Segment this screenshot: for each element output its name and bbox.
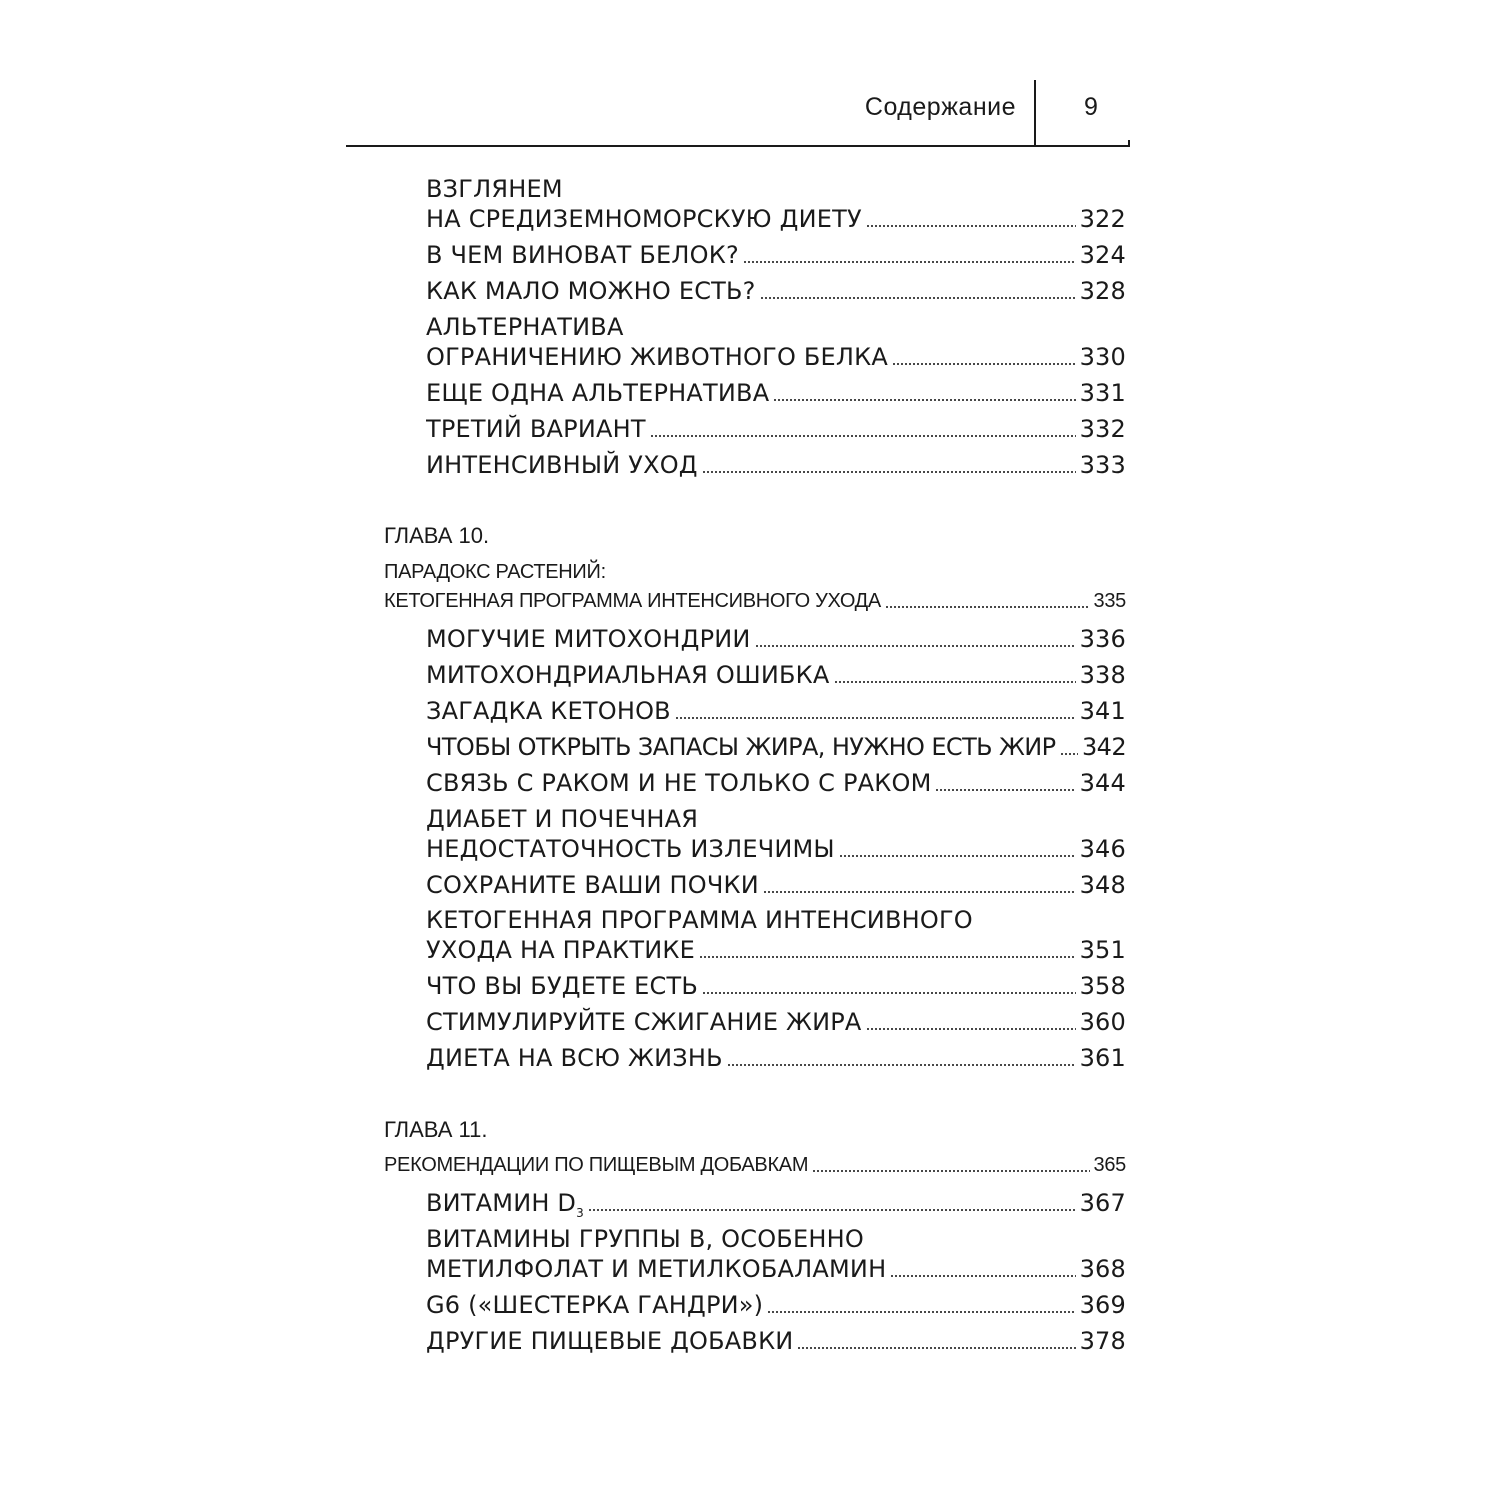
toc-entry-title: НЕДОСТАТОЧНОСТЬ ИЗЛЕЧИМЫ [426, 835, 835, 863]
toc-entry-page: 341 [1079, 697, 1126, 725]
toc-entry[interactable] [426, 933, 1126, 967]
toc-entry-page: 360 [1079, 1008, 1126, 1036]
toc-entry-line: ВИТАМИНЫ ГРУППЫ В, ОСОБЕННО [426, 1225, 864, 1253]
toc-entry-page: 369 [1079, 1291, 1126, 1319]
toc-entry-page: 328 [1079, 277, 1126, 305]
toc-entry-page: 378 [1079, 1327, 1126, 1355]
toc-entry-title: МОГУЧИЕ МИТОХОНДРИИ [426, 625, 751, 653]
toc-entry-title: G6 («ШЕСТЕРКА ГАНДРИ») [426, 1291, 764, 1319]
chapter-entry[interactable] [384, 1150, 1126, 1180]
toc-entry[interactable] [426, 1005, 1126, 1039]
toc-entry[interactable] [426, 622, 1126, 656]
toc-entry[interactable] [426, 1186, 1126, 1220]
dot-leader [727, 1064, 1076, 1066]
toc-entry-title: СТИМУЛИРУЙТЕ СЖИГАНИЕ ЖИРА [426, 1008, 862, 1036]
dot-leader [797, 1347, 1075, 1349]
toc-entry-title: ОГРАНИЧЕНИЮ ЖИВОТНОГО БЕЛКА [426, 343, 889, 371]
toc-entry-page: 330 [1079, 343, 1126, 371]
subscript: 3 [576, 1206, 584, 1220]
dot-leader [866, 225, 1076, 227]
toc-entry-page: 322 [1079, 205, 1126, 233]
toc-entry-title: В ЧЕМ ВИНОВАТ БЕЛОК? [426, 241, 739, 269]
dot-leader [755, 645, 1076, 647]
chapter-title: КЕТОГЕННАЯ ПРОГРАММА ИНТЕНСИВНОГО УХОДА [384, 590, 881, 612]
header-divider [1034, 80, 1036, 146]
dot-leader [773, 399, 1075, 401]
page-number: 9 [1084, 93, 1098, 121]
dot-leader [588, 1209, 1076, 1211]
toc-entry-title: МЕТИЛФОЛАТ И МЕТИЛКОБАЛАМИН [426, 1255, 887, 1283]
running-header-title: Содержание [864, 93, 1016, 121]
toc-entry-page: 351 [1079, 936, 1126, 964]
toc-entry-title: ДИЕТА НА ВСЮ ЖИЗНЬ [426, 1044, 723, 1072]
toc-entry-title: ЧТОБЫ ОТКРЫТЬ ЗАПАСЫ ЖИРА, НУЖНО ЕСТЬ ЖИР [426, 733, 1056, 761]
dot-leader [702, 992, 1076, 994]
toc-entry-page: 331 [1079, 379, 1126, 407]
dot-leader [650, 435, 1076, 437]
toc-entry[interactable] [426, 694, 1126, 728]
chapter-entry[interactable] [384, 586, 1126, 616]
toc-entry[interactable] [426, 412, 1126, 446]
toc-entry-page: 346 [1079, 835, 1126, 863]
toc-entry[interactable] [426, 969, 1126, 1003]
toc-entry[interactable] [426, 658, 1126, 692]
dot-leader [812, 1170, 1089, 1172]
toc-entry[interactable] [426, 730, 1126, 764]
toc-entry-title [426, 1186, 584, 1220]
dot-leader [743, 261, 1076, 263]
toc-entry-title: УХОДА НА ПРАКТИКЕ [426, 936, 696, 964]
toc-entry[interactable] [426, 238, 1126, 272]
dot-leader [702, 471, 1076, 473]
toc-entry-line: ВЗГЛЯНЕМ [426, 175, 563, 203]
toc-entry-page: 361 [1079, 1044, 1126, 1072]
toc-entry-page: 348 [1079, 871, 1126, 899]
toc-entry-title: ТРЕТИЙ ВАРИАНТ [426, 415, 646, 443]
toc-entry[interactable] [426, 448, 1126, 482]
header-rule-tick [1128, 140, 1130, 146]
toc-entry-title: СОХРАНИТЕ ВАШИ ПОЧКИ [426, 871, 759, 899]
dot-leader [760, 297, 1076, 299]
toc-entry-page: 338 [1079, 661, 1126, 689]
toc-entry-page: 324 [1079, 241, 1126, 269]
toc-entry-page: 367 [1079, 1189, 1126, 1217]
toc-entry-title: МИТОХОНДРИАЛЬНАЯ ОШИБКА [426, 661, 830, 689]
dot-leader [699, 956, 1076, 958]
toc-entry-title: НА СРЕДИЗЕМНОМОРСКУЮ ДИЕТУ [426, 205, 862, 233]
toc-entry[interactable] [426, 202, 1126, 236]
chapter-heading: ГЛАВА 11. [384, 1117, 488, 1142]
chapter-heading: ГЛАВА 10. [384, 523, 490, 548]
toc-entry-title: ИНТЕНСИВНЫЙ УХОД [426, 451, 698, 479]
chapter-title-line: ПАРАДОКС РАСТЕНИЙ: [384, 561, 606, 583]
dot-leader [935, 789, 1075, 791]
dot-leader [839, 855, 1076, 857]
toc-entry-page: 336 [1079, 625, 1126, 653]
header-rule [346, 145, 1130, 147]
dot-leader [892, 363, 1076, 365]
toc-entry[interactable] [426, 1288, 1126, 1322]
toc-entry[interactable] [426, 274, 1126, 308]
toc-entry[interactable] [426, 868, 1126, 902]
toc-entry-title: ЗАГАДКА КЕТОНОВ [426, 697, 671, 725]
toc-entry-title: СВЯЗЬ С РАКОМ И НЕ ТОЛЬКО С РАКОМ [426, 769, 932, 797]
toc-entry[interactable] [426, 832, 1126, 866]
chapter-title: РЕКОМЕНДАЦИИ ПО ПИЩЕВЫМ ДОБАВКАМ [384, 1154, 809, 1176]
toc-entry-line: АЛЬТЕРНАТИВА [426, 313, 624, 341]
toc-entry-page: 368 [1079, 1255, 1126, 1283]
dot-leader [763, 891, 1076, 893]
dot-leader [1060, 753, 1078, 755]
dot-leader [890, 1275, 1075, 1277]
toc-entry[interactable] [426, 1324, 1126, 1358]
dot-leader [675, 717, 1076, 719]
toc-entry-title: КАК МАЛО МОЖНО ЕСТЬ? [426, 277, 756, 305]
toc-entry-line: КЕТОГЕННАЯ ПРОГРАММА ИНТЕНСИВНОГО [426, 906, 973, 934]
toc-entry-page: 333 [1079, 451, 1126, 479]
toc-entry-title: ЕЩЕ ОДНА АЛЬТЕРНАТИВА [426, 379, 770, 407]
toc-entry-line: ДИАБЕТ И ПОЧЕЧНАЯ [426, 805, 699, 833]
chapter-page: 365 [1093, 1154, 1126, 1176]
toc-entry[interactable] [426, 766, 1126, 800]
toc-entry[interactable] [426, 376, 1126, 410]
toc-entry-page: 358 [1079, 972, 1126, 1000]
dot-leader [866, 1028, 1076, 1030]
toc-entry-title: ДРУГИЕ ПИЩЕВЫЕ ДОБАВКИ [426, 1327, 794, 1355]
toc-entry-title: ЧТО ВЫ БУДЕТЕ ЕСТЬ [426, 972, 699, 1000]
toc-entry-page: 332 [1079, 415, 1126, 443]
toc-entry-page: 342 [1081, 733, 1126, 761]
toc-entry[interactable] [426, 1041, 1126, 1075]
toc-entry-page: 344 [1079, 769, 1126, 797]
dot-leader [767, 1311, 1075, 1313]
chapter-page: 335 [1093, 590, 1126, 612]
dot-leader [834, 681, 1076, 683]
toc-entry[interactable] [426, 340, 1126, 374]
toc-entry-title-text: ВИТАМИН D [426, 1189, 577, 1217]
toc-entry[interactable] [426, 1252, 1126, 1286]
dot-leader [885, 606, 1090, 608]
